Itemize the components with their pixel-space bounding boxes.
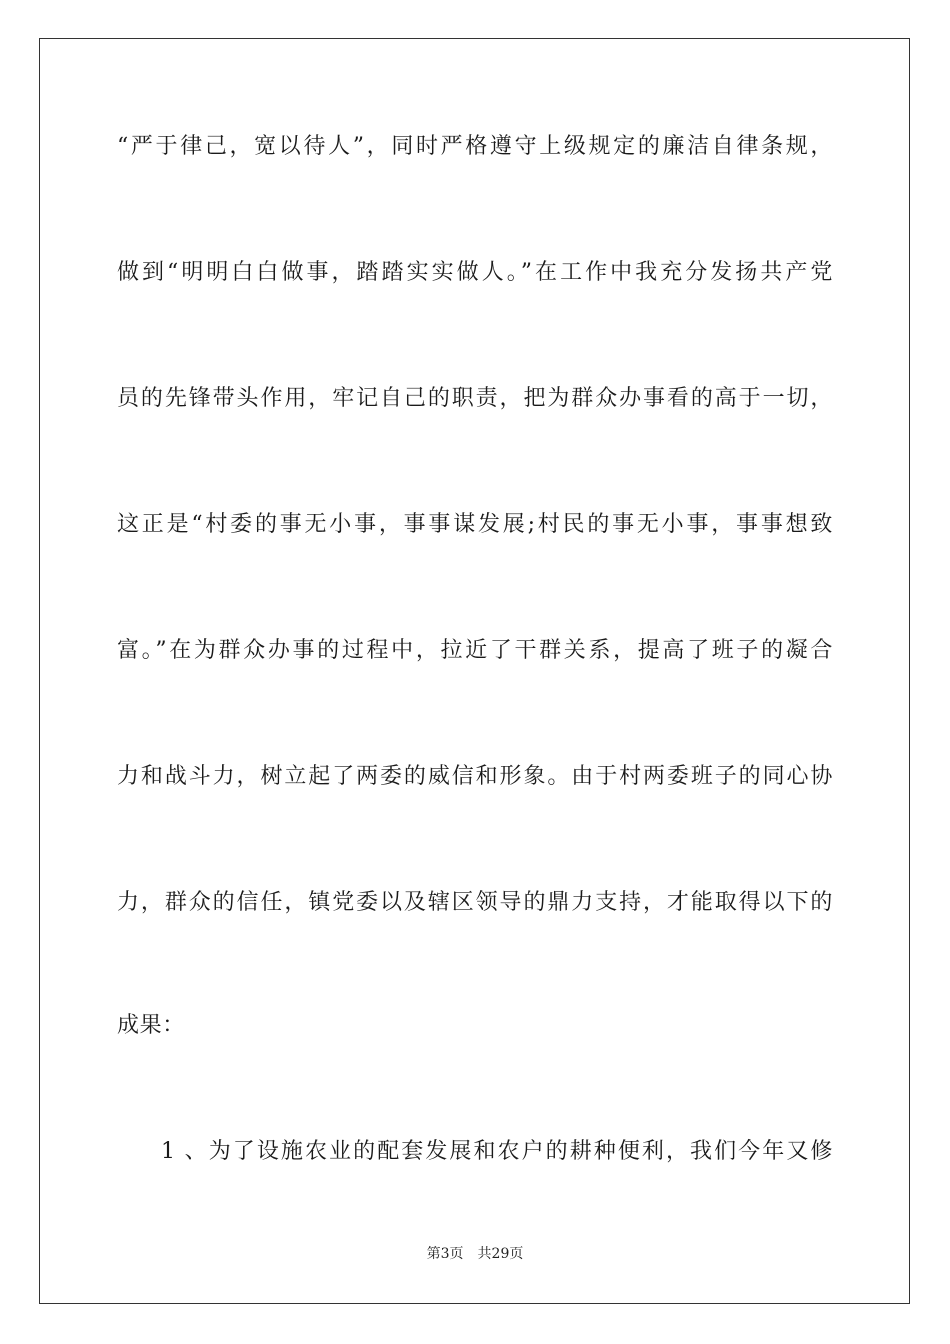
paragraph-line: 做到“明明白白做事，踏踏实实做人。”在工作中我充分发扬共产党	[117, 260, 833, 285]
paragraph-line: “严于律己，宽以待人”，同时严格遵守上级规定的廉洁自律条规，	[117, 134, 833, 159]
page-border	[39, 38, 910, 1304]
paragraph-line: 富。”在为群众办事的过程中，拉近了干群关系，提高了班子的凝合	[117, 638, 833, 663]
list-item-line: 1 、为了设施农业的配套发展和农户的耕种便利，我们今年又修	[161, 1139, 833, 1164]
paragraph-line: 力，群众的信任，镇党委以及辖区领导的鼎力支持，才能取得以下的	[117, 890, 833, 915]
paragraph-line: 员的先锋带头作用，牢记自己的职责，把为群众办事看的高于一切，	[117, 386, 833, 411]
page-number: 第3页	[426, 1246, 464, 1262]
paragraph-line: 力和战斗力，树立起了两委的威信和形象。由于村两委班子的同心协	[117, 764, 833, 789]
paragraph-line: 成果：	[117, 1013, 185, 1038]
page-footer	[0, 1245, 950, 1263]
paragraph-line: 这正是“村委的事无小事，事事谋发展;村民的事无小事，事事想致	[117, 512, 833, 537]
page-total: 共29页	[477, 1246, 524, 1262]
